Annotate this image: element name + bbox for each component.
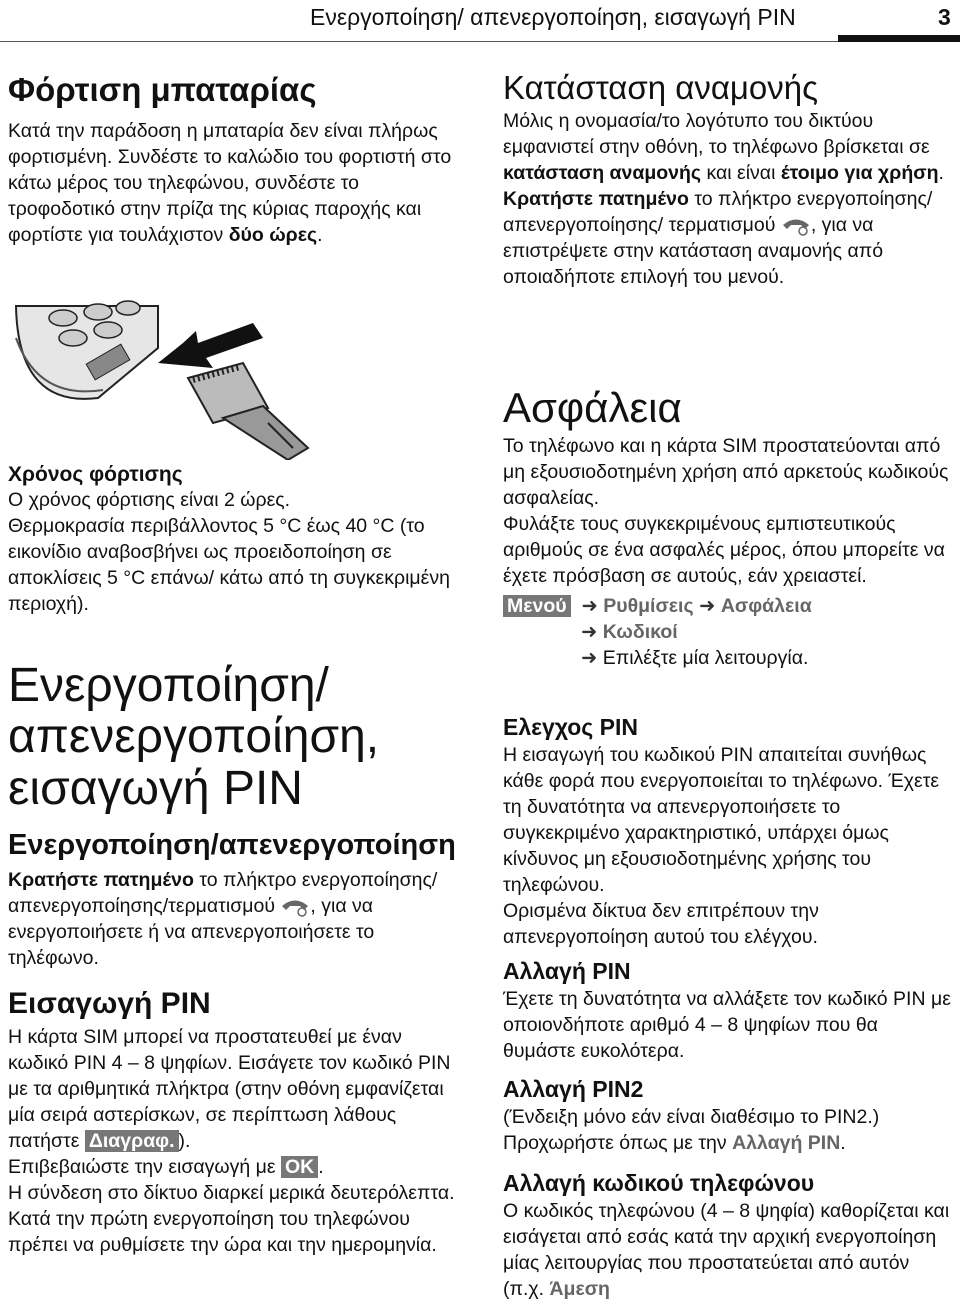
arrow-right-icon: ➜ bbox=[581, 646, 598, 669]
onoff-heading: Ενεργοποίηση/απενεργοποίηση bbox=[8, 829, 456, 861]
change-pin-section bbox=[503, 958, 953, 1064]
menu-path-codes: Κωδικοί bbox=[602, 620, 678, 643]
battery-body: Κατά την παράδοση η μπαταρία δεν είναι πλήρως φορτισμένη. Συνδέστε το καλώδιο του φορτιστή στο κάτω μέρος του τηλεφώνου, συνδέστε το τροφοδοτικό στην πρίζα της κύριας παροχής και φορτίστε για τουλάχιστον bbox=[8, 120, 452, 247]
phone-code-heading: Αλλαγή κωδικού τηλεφώνου bbox=[503, 1170, 815, 1196]
menu-path-row1 bbox=[503, 593, 953, 619]
menu-path-select: Επιλέξτε μία λειτουργία. bbox=[602, 646, 809, 669]
phone-code-ref: Άμεση bbox=[549, 1277, 610, 1300]
change-pin2-heading: Αλλαγή PIN2 bbox=[503, 1076, 644, 1102]
change-pin2-text1: (Ένδειξη μόνο εάν είναι διαθέσιμο το PIN2.) bbox=[503, 1105, 880, 1128]
standby-body: Μόλις η ονομασία/το λογότυπο του δικτύου εμφανιστεί στην οθόνη, το τηλέφωνο βρίσκεται σε bbox=[503, 110, 930, 159]
standby-emph2: έτοιμο για χρήση bbox=[780, 162, 939, 185]
header-rule bbox=[0, 41, 960, 42]
pin-check-text1: Η εισαγωγή του κωδικού PIN απαιτείται συνήθως κάθε φορά που ενεργοποιείται το τηλέφωνο. Έχετε τη δυνατότητα να απενεργοποιήσετε το συγκεκριμένο χαρακτηριστικό, υπάρχει όμως κίνδυνος μη εξουσιοδοτημένης χρήσης του τηλεφώνου. bbox=[503, 743, 940, 896]
security-text2: Φυλάξτε τους συγκεκριμένους εμπιστευτικούς αριθμούς σε ένα ασφαλές μέρος, όπου μπορείτε να έχετε πρόσβαση σε αυτούς, εάν χρειαστεί. bbox=[503, 512, 945, 587]
battery-text bbox=[8, 118, 458, 248]
phone-code-section bbox=[503, 1170, 953, 1302]
arrow-right-icon: ➜ bbox=[699, 594, 716, 617]
ok-softkey: OK bbox=[281, 1156, 318, 1178]
pin-check-section bbox=[503, 714, 953, 950]
header-bar bbox=[838, 35, 960, 42]
menu-path-settings: Ρυθμίσεις bbox=[603, 594, 694, 617]
end-key-icon bbox=[781, 216, 811, 236]
onoff-text2: , για να ενεργοποιήσετε ή να απενεργοποιήσετε το τηλέφωνο. bbox=[8, 894, 375, 969]
pin-text3: Η σύνδεση στο δίκτυο διαρκεί μερικά δευτερόλεπτα. bbox=[8, 1182, 455, 1204]
standby-body5: , για να επιστρέψετε στην κατάσταση αναμονής από οποιαδήποτε επιλογή του μενού. bbox=[503, 214, 884, 289]
standby-body2: και είναι bbox=[701, 162, 776, 185]
pin-section bbox=[8, 986, 458, 1258]
security-section bbox=[503, 386, 953, 671]
change-pin-heading: Αλλαγή PIN bbox=[503, 958, 631, 984]
pin-heading: Εισαγωγή PIN bbox=[8, 987, 211, 1020]
standby-body4: το πλήκτρο ενεργοποίησης/απενεργοποίησης/ τερματισμού bbox=[503, 188, 933, 237]
charge-time-section bbox=[8, 462, 458, 617]
standby-text2 bbox=[503, 186, 953, 290]
pin-text4: Κατά την πρώτη ενεργοποίηση του τηλεφώνου πρέπει να ρυθμίσετε την ώρα και την ημερομηνία. bbox=[8, 1208, 437, 1256]
change-pin2-end: . bbox=[840, 1131, 846, 1154]
change-pin2-text2 bbox=[503, 1130, 953, 1156]
main-title-block bbox=[8, 660, 458, 814]
pin-confirm-text: Επιβεβαιώστε την εισαγωγή με bbox=[8, 1156, 276, 1178]
phone-code-text bbox=[503, 1198, 953, 1302]
onoff-text1: το πλήκτρο ενεργοποίησης/απενεργοποίησης/τερματισμού bbox=[8, 868, 438, 917]
standby-section bbox=[503, 70, 953, 290]
security-heading: Ασφάλεια bbox=[503, 384, 682, 431]
main-title-line3: εισαγωγή PIN bbox=[8, 761, 303, 815]
onoff-section bbox=[8, 828, 458, 971]
onoff-hold: Κρατήστε πατημένο bbox=[8, 868, 194, 891]
pin-text1-body: Η κάρτα SIM μπορεί να προστατευθεί με έναν κωδικό PIN 4 – 8 ψηφίων. Εισάγετε τον κωδικό PIN με τα αριθμητικά πλήκτρα (στην οθόνη εμφανίζεται μία σειρά αστερίσκων, σε περίπτωση λάθους πατήστε bbox=[8, 1026, 451, 1152]
menu-path-security: Ασφάλεια bbox=[720, 594, 812, 617]
standby-body3: . bbox=[938, 162, 944, 185]
pin-check-text2: Ορισμένα δίκτυα δεν επιτρέπουν την απενεργοποίηση αυτού του ελέγχου. bbox=[503, 899, 819, 948]
security-text1: Το τηλέφωνο και η κάρτα SIM προστατεύονται από μη εξουσιοδοτημένη χρήση από αρκετούς κωδικούς ασφαλείας. bbox=[503, 434, 949, 509]
change-pin2-section bbox=[503, 1076, 953, 1156]
menu-path-row2 bbox=[503, 619, 953, 645]
phone-charger-image bbox=[8, 298, 348, 460]
charge-time-line: Ο χρόνος φόρτισης είναι 2 ώρες. bbox=[8, 489, 291, 512]
standby-hold: Κρατήστε πατημένο bbox=[503, 188, 689, 211]
battery-end: . bbox=[317, 224, 323, 247]
running-header-title: Ενεργοποίηση/ απενεργοποίηση, εισαγωγή PIN bbox=[310, 4, 796, 30]
standby-emph1: κατάσταση αναμονής bbox=[503, 162, 702, 185]
main-title-line2: απενεργοποίηση, bbox=[8, 710, 380, 764]
change-pin2-body: Προχωρήστε όπως με την bbox=[503, 1131, 727, 1154]
standby-heading: Κατάσταση αναμονής bbox=[503, 69, 819, 106]
delete-softkey: Διαγραφ. bbox=[85, 1130, 179, 1152]
charger-illustration bbox=[8, 298, 348, 460]
menu-path-row3 bbox=[503, 645, 953, 671]
battery-section bbox=[8, 72, 458, 248]
pin-text1 bbox=[8, 1024, 458, 1154]
main-title-line1: Ενεργοποίηση/ bbox=[8, 659, 329, 712]
charge-temp-text: Θερμοκρασία περιβάλλοντος 5 °C έως 40 °C (το εικονίδιο αναβοσβήνει ως προειδοποίηση σε αποκλίσεις 5 °C επάνω/ κάτω από τη συγκεκριμένη περιοχή). bbox=[8, 515, 450, 616]
change-pin-text: Έχετε τη δυνατότητα να αλλάξετε τον κωδικό PIN με οποιονδήποτε αριθμό 4 – 8 ψηφίων που θα θυμάστε ευκολότερα. bbox=[503, 987, 951, 1062]
battery-heading: Φόρτιση μπαταρίας bbox=[8, 71, 317, 108]
onoff-text bbox=[8, 867, 458, 971]
pin-check-heading: Ελεγχος PIN bbox=[503, 714, 638, 740]
page-number: 3 bbox=[938, 4, 951, 30]
menu-softkey: Μενού bbox=[503, 595, 571, 617]
charge-time-heading: Χρόνος φόρτισης bbox=[8, 463, 183, 486]
battery-emph: δύο ώρες bbox=[228, 224, 318, 247]
standby-text1 bbox=[503, 108, 953, 186]
pin-confirm-end: . bbox=[318, 1156, 324, 1178]
pin-confirm bbox=[8, 1154, 458, 1180]
change-pin-ref: Αλλαγή PIN bbox=[732, 1131, 841, 1154]
arrow-right-icon: ➜ bbox=[581, 620, 598, 643]
end-key-icon bbox=[280, 897, 310, 917]
phone-code-body: Ο κωδικός τηλεφώνου (4 – 8 ψηφία) καθορίζεται και εισάγεται από εσάς κατά την αρχική ενεργοποίηση μίας λειτουργίας που προστατεύεται από αυτόν (π.χ. bbox=[503, 1199, 950, 1300]
arrow-right-icon: ➜ bbox=[581, 594, 598, 617]
pin-text1-end: ). bbox=[178, 1130, 191, 1152]
